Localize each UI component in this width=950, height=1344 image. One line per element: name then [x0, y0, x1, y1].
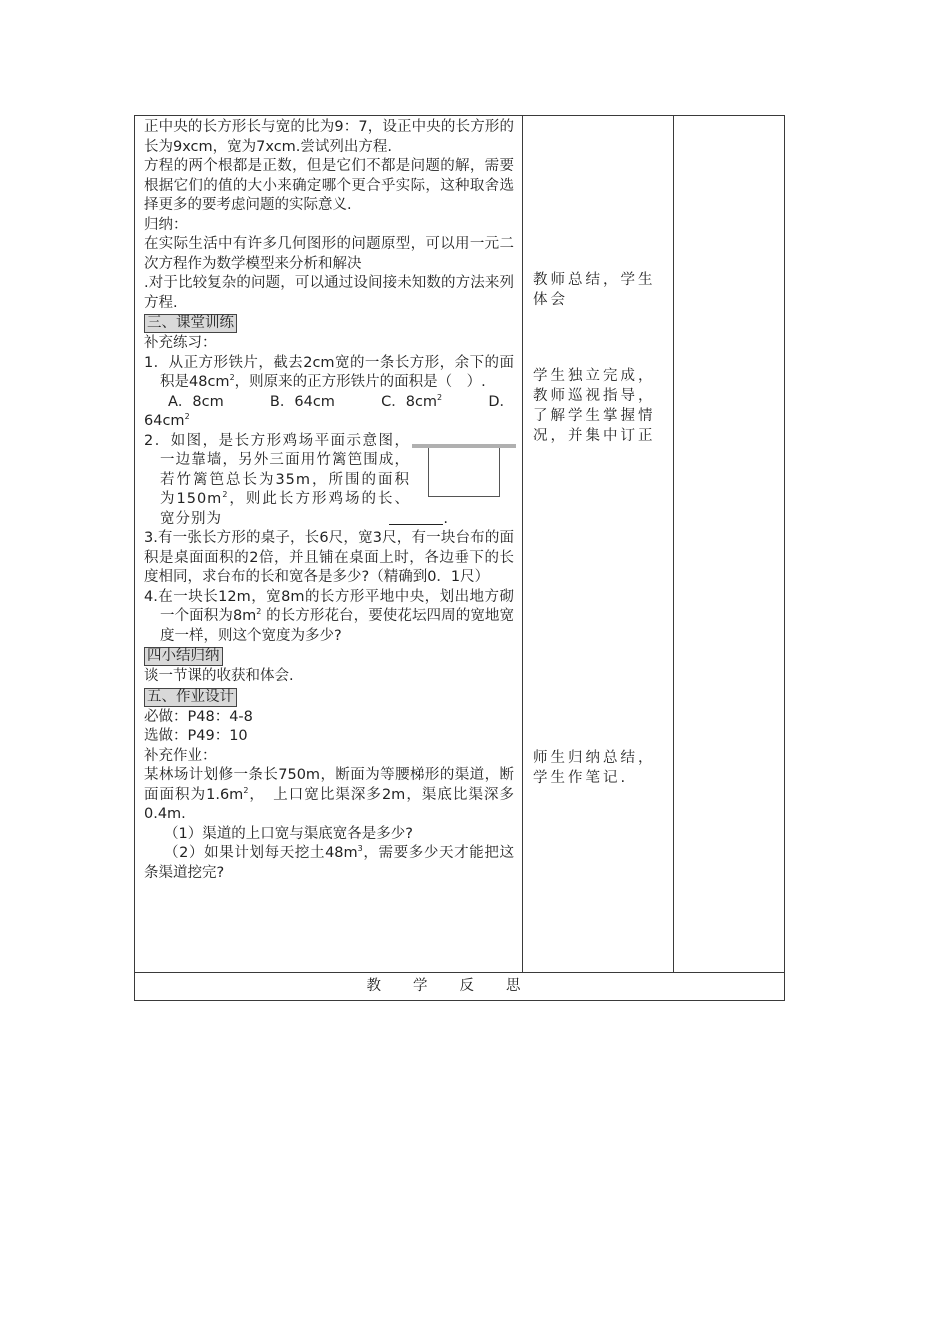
- question-1: 1．从正方形铁片，截去2cm宽的一条长方形，余下的面积是$48cm^2$，则原来的正方形铁片的面积是（ ）.: [144, 354, 514, 390]
- summary-paragraph-1: 在实际生活中有许多几何图形的问题原型，可以用一元二次方程作为数学模型来分析和解决: [144, 236, 514, 272]
- fence-rectangle: [428, 448, 500, 497]
- extra-homework-problem: 某林场计划修一条长750m，断面为等腰梯形的渠道，断面面积为$1.6m^2$， 上口宽比渠深多2m，渠底比渠深多0.4m.: [144, 767, 514, 822]
- extra-homework-sub-2: （2）如果计划每天挖土$48m^3$，需要多少天才能把这条渠道挖完?: [144, 844, 514, 881]
- question-1-options: [144, 393, 514, 413]
- option-b: B．64cm: [269, 393, 335, 410]
- answer-blank: [389, 510, 443, 525]
- extra-homework-sub-1: （1）渠道的上口宽与渠底宽各是多少?: [164, 825, 413, 842]
- intro-paragraph-1: 正中央的长方形长与宽的比为9：7，设正中央的长方形的长为9xcm，宽为7xcm.尝试列出方程.: [144, 119, 514, 155]
- section-heading-practice: 三、课堂训练: [144, 314, 237, 333]
- summary-paragraph-2: .对于比较复杂的问题，可以通过设间接未知数的方法来列方程.: [144, 275, 514, 311]
- required-homework: 必做：P48：4-8: [144, 708, 253, 725]
- remarks-cell: [674, 116, 785, 973]
- supplementary-exercises-label: 补充练习：: [144, 335, 217, 351]
- question-3: 3.有一张长方形的桌子，长6尺，宽3尺，有一块台布的面积是桌面面积的2倍，并且铺在桌面上时，各边垂下的长度相同，求台布的长和宽各是多少?（精确到0．1尺）: [144, 530, 514, 585]
- activity-note-3: 师生归纳总结，学生作笔记.: [533, 750, 656, 786]
- section-heading-homework: 五、作业设计: [144, 688, 237, 707]
- option-a: A．8cm: [168, 393, 224, 410]
- section-heading-summary: 四小结归纳: [144, 647, 223, 666]
- teaching-content-cell: [135, 116, 523, 973]
- teacher-student-activity-cell: [523, 116, 674, 973]
- content-row: [135, 116, 785, 973]
- teaching-reflection-label: 教学反思: [135, 973, 785, 1001]
- optional-homework: 选做：P49：10: [144, 728, 248, 744]
- intro-paragraph-2: 方程的两个根都是正数，但是它们不都是问题的解，需要根据它们的值的大小来确定哪个更合乎实际，这种取舍选择更多的要考虑问题的实际意义.: [144, 158, 514, 213]
- summary-text: 谈一节课的收获和体会.: [144, 668, 294, 684]
- activity-note-1: 教师总结，学生体会: [533, 272, 656, 308]
- question-4: 4.在一块长12m，宽8m的长方形平地中央，划出地方砌一个面积为$8m^2$ 的长方形花台，要使花坛四周的宽地宽度一样，则这个宽度为多少?: [144, 588, 514, 644]
- question-2: 2．如图，是长方形鸡场平面示意图，一边靠墙，另外三面用竹篱笆围成，若竹篱笆总长为35m，所围的面积为$150m^2$，则此长方形鸡场的长、宽分别为 .: [144, 432, 514, 530]
- extra-homework-label: 补充作业：: [144, 747, 217, 764]
- summary-label: 归纳：: [144, 216, 188, 233]
- option-c: C．$8cm^2$: [381, 392, 443, 410]
- reflection-row: [135, 973, 785, 1001]
- lesson-plan-table: [134, 115, 785, 1001]
- option-d: D．: [488, 393, 514, 410]
- activity-note-2: 学生独立完成，教师巡视指导，了解学生掌握情况，并集中订正: [533, 368, 656, 444]
- option-d-value: $64cm^2$: [144, 412, 190, 429]
- chicken-coop-diagram: [412, 444, 518, 504]
